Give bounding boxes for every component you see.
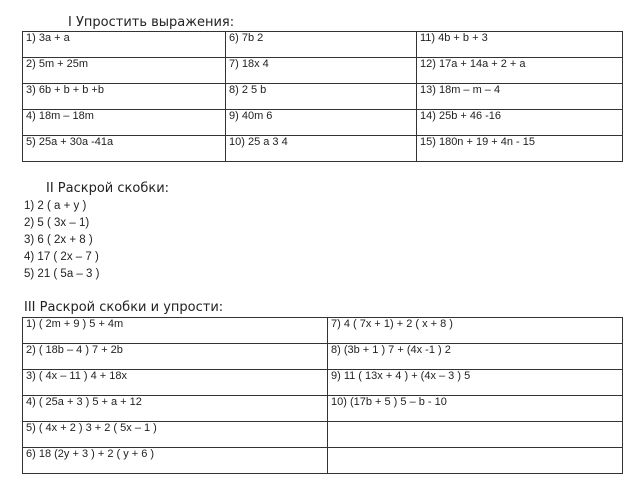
task-10: 10) (17b + 5 ) 5 – b - 10 <box>328 396 623 422</box>
task-8: 8) (3b + 1 ) 7 + (4x -1 ) 2 <box>328 344 623 370</box>
list-item: 4) 17 ( 2x – 7 ) <box>24 251 99 263</box>
list-item: 2) 5 ( 3x – 1) <box>24 217 90 229</box>
table-row <box>23 370 623 396</box>
brackets-list <box>24 198 99 283</box>
task-7: 7) 18x 4 <box>226 58 417 84</box>
task-5: 5) 25a + 30a -41a <box>23 136 226 162</box>
task-6: 6) 18 (2y + 3 ) + 2 ( y + 6 ) <box>23 448 328 474</box>
task-14: 14) 25b + 46 -16 <box>417 110 623 136</box>
section3-title: III Раскрой скобки и упрости: <box>24 300 224 315</box>
task-3: 3) ( 4x – 11 ) 4 + 18x <box>23 370 328 396</box>
task-12: 12) 17a + 14a + 2 + a <box>417 58 623 84</box>
table-row <box>23 344 623 370</box>
section1-title: I Упростить выражения: <box>68 15 235 30</box>
task-11: 11) 4b + b + 3 <box>417 32 623 58</box>
task-3: 3) 6b + b + b +b <box>23 84 226 110</box>
task-2: 2) ( 18b – 4 ) 7 + 2b <box>23 344 328 370</box>
table-row <box>23 448 623 474</box>
table-row <box>23 318 623 344</box>
table-row <box>23 136 623 162</box>
table-row <box>23 110 623 136</box>
empty-cell <box>328 448 623 474</box>
task-2: 2) 5m + 25m <box>23 58 226 84</box>
empty-cell <box>328 422 623 448</box>
task-9: 9) 40m 6 <box>226 110 417 136</box>
task-8: 8) 2 5 b <box>226 84 417 110</box>
task-5: 5) ( 4x + 2 ) 3 + 2 ( 5x – 1 ) <box>23 422 328 448</box>
table-row <box>23 32 623 58</box>
task-7: 7) 4 ( 7x + 1) + 2 ( x + 8 ) <box>328 318 623 344</box>
table-row <box>23 58 623 84</box>
table-row <box>23 84 623 110</box>
simplify-table <box>22 31 623 162</box>
list-item: 1) 2 ( a + y ) <box>24 200 87 212</box>
table-row <box>23 422 623 448</box>
task-1: 1) 3a + a <box>23 32 226 58</box>
task-15: 15) 180n + 19 + 4n - 15 <box>417 136 623 162</box>
task-9: 9) 11 ( 13x + 4 ) + (4x – 3 ) 5 <box>328 370 623 396</box>
section2-title: II Раскрой скобки: <box>46 181 170 196</box>
list-item: 3) 6 ( 2x + 8 ) <box>24 234 93 246</box>
table-row <box>23 396 623 422</box>
task-4: 4) 18m – 18m <box>23 110 226 136</box>
list-item: 5) 21 ( 5a – 3 ) <box>24 268 100 280</box>
task-6: 6) 7b 2 <box>226 32 417 58</box>
task-4: 4) ( 25a + 3 ) 5 + a + 12 <box>23 396 328 422</box>
task-1: 1) ( 2m + 9 ) 5 + 4m <box>23 318 328 344</box>
task-10: 10) 25 a 3 4 <box>226 136 417 162</box>
expand-simplify-table <box>22 317 623 474</box>
task-13: 13) 18m – m – 4 <box>417 84 623 110</box>
